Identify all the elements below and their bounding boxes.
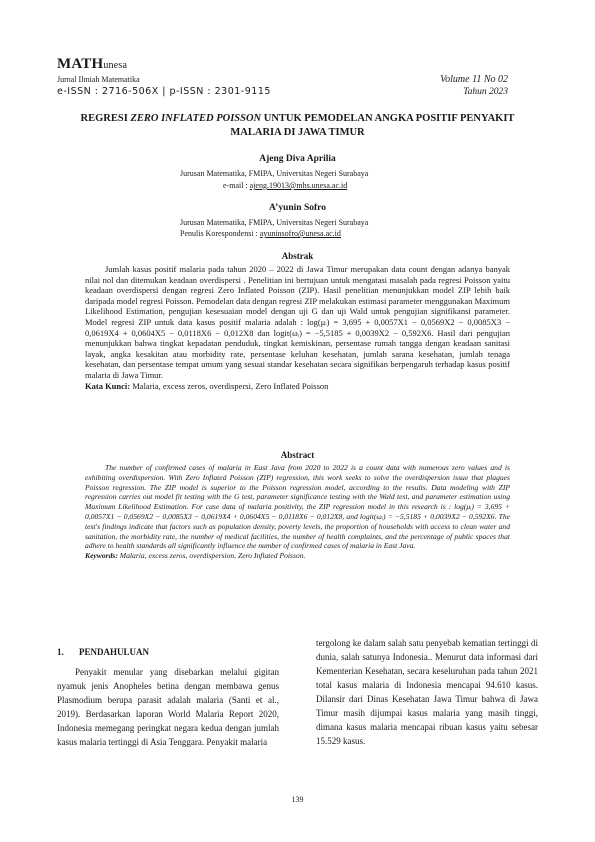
section-title: PENDAHULUAN: [79, 647, 150, 657]
page-number: 139: [291, 795, 304, 804]
journal-name-suffix: unesa: [103, 60, 128, 71]
author-email-2[interactable]: ayuninsofro@unesa.ac.id: [259, 229, 341, 238]
abstract-keywords-label: Keywords:: [85, 551, 118, 561]
author-contact-1: [223, 180, 347, 191]
column-right: [316, 636, 538, 748]
year: Tahun 2023: [463, 87, 508, 97]
abstract-body: [85, 463, 510, 561]
abstrak-heading: Abstrak: [281, 251, 314, 261]
section-right-paragraph: tergolong ke dalam salah satu penyebab kematian tertinggi di dunia, salah satunya Indonesia.. Menurut data informasi dari Kementerian Kesehatan, secara keseluruhan pada tahun 2021 total kasus malaria di Indonesia mencapai 94.610 kasus. Dilansir dari Dinas Kesehatan Jawa Timur bahwa di Jawa Timur masih dijumpai kasus malaria yang masih tinggi, dimana kasus malaria mencapai ribuan kasus yaitu sebesar 15.529 kasus.: [316, 638, 538, 746]
abstrak-keywords-label: Kata Kunci:: [85, 380, 131, 391]
abstrak-keywords: [85, 381, 510, 392]
author-email-1[interactable]: ajeng.19013@mhs.unesa.ac.id: [249, 181, 348, 190]
journal-name: [57, 56, 127, 73]
author-affiliation-2: Jurusan Matematika, FMIPA, Universitas Negeri Surabaya: [180, 218, 369, 227]
section-left-paragraph: Penyakit menular yang disebarkan melalui gigitan nyamuk jenis Anopheles betina dengan membawa genus Plasmodium berupa parasit adalah malaria (Santi et al., 2019). Berdasarkan laporan World Malaria Report 2020, Indonesia memegang peringkat negara kedua dengan jumlah kasus malaria tertinggi di Asia Tenggara. Penyakit malaria: [57, 667, 279, 747]
title-part-1: REGRESI: [80, 113, 131, 124]
title-part-2: ZERO INFLATED POISSON: [130, 113, 262, 124]
author-name-2: A’yunin Sofro: [269, 203, 326, 213]
issn: e-ISSN : 2716-506X | p-ISSN : 2301-9115: [57, 86, 271, 97]
abstrak-body: [85, 264, 510, 391]
contact-label-2: Penulis Korespondensi :: [180, 229, 260, 238]
section-number: 1.: [57, 647, 64, 657]
volume: Volume 11 No 02: [440, 74, 508, 85]
journal-subtitle: Jurnal Ilmiah Matematika: [57, 75, 140, 84]
paper-title: [57, 112, 538, 140]
abstract-heading: Abstract: [280, 450, 315, 460]
section-heading: [57, 645, 279, 659]
journal-name-main: MATH: [57, 56, 104, 72]
abstrak-keywords-values: Malaria, excess zeros, overdispersi, Zero Inflated Poisson: [130, 380, 329, 391]
abstract-text: The number of confirmed cases of malaria in East Java from 2020 to 2022 is a count data with numerous zero values and is exhibiting overdispersion. With Zero Inflated Poisson (ZIP) regression, this work seeks to solve the overdispersion issue that plagues Poisson regression. The ZIP model is superior to the Poisson regression model, according to the results. Data modeling with ZIP regression carries out model fit testing with the G test, parameter significance testing with the Wald test, and parameter estimation using Maximum Likelihood Estimation. For case data of malaria positivity, the ZIP regression model in this research is : log(μᵢ) = 3,695 + 0,0057X1 − 0,0569X2 − 0,0085X3 − 0,0619X4 + 0,0604X5 − 0,0118X6 − 0,012X8, and logit(ωᵢ) = −5,5185 + 0,0039X2 − 0,592X6. The test's findings indicate that factors such as population density, poverty levels, the proportion of households with access to clean water and sanitation, the morbidity rate, the number of medical facilities, the number of health complaints, and the percentage of public spaces that adhere to health standards all significantly influence the number of confirmed cases of malaria in East Java.: [85, 463, 510, 551]
contact-label-1: e-mail :: [223, 181, 250, 190]
title-part-3: UNTUK PEMODELAN ANGKA POSITIF PENYAKIT MALARIA DI JAWA TIMUR: [230, 113, 515, 138]
column-left: [57, 645, 279, 749]
author-affiliation-1: Jurusan Matematika, FMIPA, Universitas Negeri Surabaya: [180, 169, 369, 178]
abstract-keywords: [85, 551, 510, 561]
author-name-1: Ajeng Diva Aprilia: [259, 154, 336, 164]
author-contact-2: [180, 228, 341, 239]
abstract-keywords-values: Malaria, excess zeros, overdispersion, Zero Inflated Poisson.: [117, 551, 306, 561]
abstrak-text: Jumlah kasus positif malaria pada tahun 2020 – 2022 di Jawa Timur merupakan data count dengan adanya banyak nilai nol dan ditemukan keadaan overdispersi . Penelitian ini bertujuan untuk mengatasi masalah pada regresi Poisson yaitu keadaan overdispersi dengan regresi Zero Inflated Poisson (ZIP). Hasil penelitian menunjukkan model ZIP lebih baik daripada model regresi Poisson. Pemodelan data dengan regresi ZIP melakukan estimasi parameter menggunakan Maximum Likelihood Estimation, pengujian kesesuaian model dengan uji G dan uji Wald untuk pengujian signifikansi parameter. Model regresi ZIP untuk data kasus positif malaria adalah : log(μᵢ) = 3,695 + 0,0057X1 − 0,0569X2 − 0,0085X3 − 0,0619X4 + 0,0604X5 − 0,0118X6 − 0,012X8 dan logit(ωᵢ) = −5,5185 + 0,0039X2 − 0,592X6. Hasil dari pengujian menunjukkan bahwa tingkat kepadatan penduduk, tingkat kemiskinan, persentase rumah tangga dengan keadaan sanitasi layak, angka kesakitan atau morbidity rate, persentase keluhan kesehatan, jumlah sarana kesehatan, jumlah tenaga kesehatan, dan persentase tempat umum yang sesuai standar kesehatan secara signifikan berpengaruh terhadap kasus positif malaria di Jawa Timur.: [85, 264, 510, 380]
